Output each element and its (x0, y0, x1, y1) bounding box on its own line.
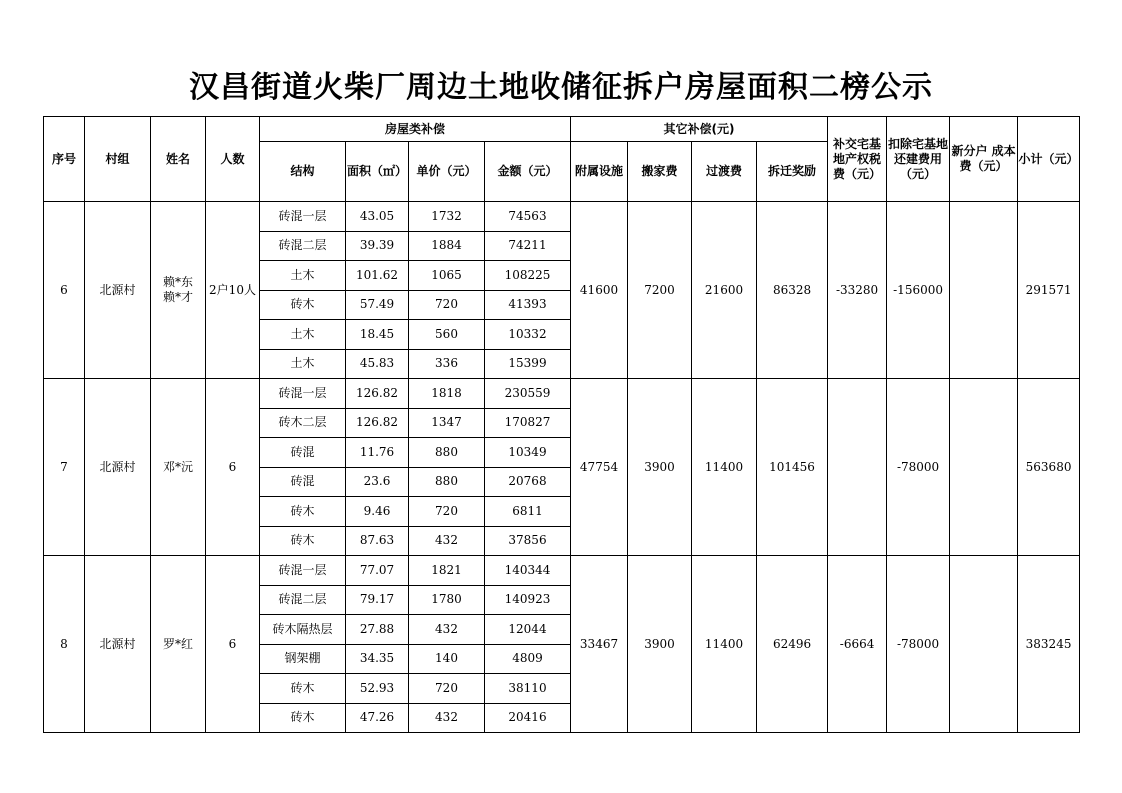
cell-unit-price: 1732 (409, 202, 485, 232)
cell-reward: 62496 (757, 556, 828, 733)
cell-area: 47.26 (346, 703, 409, 733)
cell-structure: 砖混一层 (260, 379, 346, 409)
cell-transition: 11400 (692, 556, 757, 733)
cell-unit-price: 720 (409, 290, 485, 320)
cell-amount: 4809 (485, 644, 571, 674)
cell-seq: 6 (44, 202, 85, 379)
header-people: 人数 (206, 117, 260, 202)
table-row (44, 202, 1080, 232)
cell-amount: 15399 (485, 349, 571, 379)
header-area: 面积（㎡） (346, 142, 409, 202)
cell-unit-price: 1818 (409, 379, 485, 409)
cell-amount: 74211 (485, 231, 571, 261)
cell-structure: 砖混二层 (260, 585, 346, 615)
cell-area: 9.46 (346, 497, 409, 527)
cell-structure: 砖混一层 (260, 556, 346, 586)
cell-structure: 钢架棚 (260, 644, 346, 674)
cell-unit-price: 560 (409, 320, 485, 350)
cell-name: 罗*红 (151, 556, 206, 733)
cell-amount: 230559 (485, 379, 571, 409)
header-moving: 搬家费 (628, 142, 692, 202)
cell-area: 27.88 (346, 615, 409, 645)
cell-unit-price: 1347 (409, 408, 485, 438)
header-name: 姓名 (151, 117, 206, 202)
cell-unit-price: 1065 (409, 261, 485, 291)
header-tax: 补交宅基地产权税费（元） (828, 117, 887, 202)
cell-moving: 7200 (628, 202, 692, 379)
cell-amount: 38110 (485, 674, 571, 704)
cell-transition: 21600 (692, 202, 757, 379)
header-subtotal: 小计（元） (1018, 117, 1080, 202)
cell-seq: 7 (44, 379, 85, 556)
cell-people: 6 (206, 556, 260, 733)
cell-structure: 砖混 (260, 467, 346, 497)
cell-attached: 41600 (571, 202, 628, 379)
header-row-1 (44, 117, 1080, 142)
cell-moving: 3900 (628, 379, 692, 556)
cell-amount: 140923 (485, 585, 571, 615)
header-new-household: 新分户 成本费（元） (950, 117, 1018, 202)
cell-new-household (950, 379, 1018, 556)
cell-amount: 140344 (485, 556, 571, 586)
cell-area: 87.63 (346, 526, 409, 556)
cell-reward: 86328 (757, 202, 828, 379)
header-amount: 金额（元） (485, 142, 571, 202)
cell-structure: 砖木 (260, 674, 346, 704)
cell-unit-price: 1780 (409, 585, 485, 615)
cell-unit-price: 432 (409, 703, 485, 733)
cell-unit-price: 1884 (409, 231, 485, 261)
page-title: 汉昌街道火柴厂周边土地收储征拆户房屋面积二榜公示 (189, 70, 933, 105)
cell-reward: 101456 (757, 379, 828, 556)
cell-area: 52.93 (346, 674, 409, 704)
cell-deduct: -78000 (887, 556, 950, 733)
cell-unit-price: 432 (409, 615, 485, 645)
header-structure: 结构 (260, 142, 346, 202)
header-village: 村组 (85, 117, 151, 202)
cell-people: 6 (206, 379, 260, 556)
cell-area: 39.39 (346, 231, 409, 261)
cell-name: 赖*东 赖*才 (151, 202, 206, 379)
header-house-compensation: 房屋类补偿 (260, 117, 571, 142)
cell-attached: 33467 (571, 556, 628, 733)
cell-amount: 6811 (485, 497, 571, 527)
cell-structure: 土木 (260, 349, 346, 379)
cell-area: 77.07 (346, 556, 409, 586)
cell-area: 126.82 (346, 408, 409, 438)
header-reward: 拆迁奖励 (757, 142, 828, 202)
cell-area: 34.35 (346, 644, 409, 674)
cell-unit-price: 1821 (409, 556, 485, 586)
cell-moving: 3900 (628, 556, 692, 733)
cell-transition: 11400 (692, 379, 757, 556)
cell-people: 2户10人 (206, 202, 260, 379)
cell-subtotal: 383245 (1018, 556, 1080, 733)
cell-attached: 47754 (571, 379, 628, 556)
cell-seq: 8 (44, 556, 85, 733)
cell-amount: 37856 (485, 526, 571, 556)
cell-area: 23.6 (346, 467, 409, 497)
header-unit-price: 单价（元） (409, 142, 485, 202)
cell-unit-price: 720 (409, 497, 485, 527)
cell-structure: 土木 (260, 320, 346, 350)
cell-structure: 砖混二层 (260, 231, 346, 261)
cell-area: 45.83 (346, 349, 409, 379)
cell-village: 北源村 (85, 556, 151, 733)
header-attached: 附属设施 (571, 142, 628, 202)
cell-structure: 砖木 (260, 703, 346, 733)
cell-unit-price: 336 (409, 349, 485, 379)
cell-tax: -33280 (828, 202, 887, 379)
cell-amount: 20768 (485, 467, 571, 497)
cell-new-household (950, 556, 1018, 733)
cell-amount: 74563 (485, 202, 571, 232)
cell-structure: 砖混 (260, 438, 346, 468)
cell-new-household (950, 202, 1018, 379)
cell-village: 北源村 (85, 202, 151, 379)
cell-structure: 砖混一层 (260, 202, 346, 232)
cell-subtotal: 563680 (1018, 379, 1080, 556)
cell-unit-price: 880 (409, 438, 485, 468)
cell-village: 北源村 (85, 379, 151, 556)
cell-amount: 170827 (485, 408, 571, 438)
cell-unit-price: 880 (409, 467, 485, 497)
cell-area: 11.76 (346, 438, 409, 468)
cell-deduct: -156000 (887, 202, 950, 379)
cell-amount: 20416 (485, 703, 571, 733)
header-deduct: 扣除宅基地还建费用（元） (887, 117, 950, 202)
cell-area: 57.49 (346, 290, 409, 320)
cell-amount: 108225 (485, 261, 571, 291)
cell-structure: 砖木 (260, 290, 346, 320)
table-row (44, 379, 1080, 409)
header-seq: 序号 (44, 117, 85, 202)
cell-amount: 41393 (485, 290, 571, 320)
table-row (44, 556, 1080, 586)
cell-structure: 土木 (260, 261, 346, 291)
compensation-table (43, 116, 1080, 733)
cell-amount: 10349 (485, 438, 571, 468)
cell-tax: -6664 (828, 556, 887, 733)
cell-amount: 10332 (485, 320, 571, 350)
cell-area: 43.05 (346, 202, 409, 232)
header-other-compensation: 其它补偿(元) (571, 117, 828, 142)
cell-tax (828, 379, 887, 556)
cell-structure: 砖木隔热层 (260, 615, 346, 645)
cell-unit-price: 140 (409, 644, 485, 674)
cell-structure: 砖木 (260, 497, 346, 527)
cell-name: 邓*沅 (151, 379, 206, 556)
cell-deduct: -78000 (887, 379, 950, 556)
header-transition: 过渡费 (692, 142, 757, 202)
cell-structure: 砖木 (260, 526, 346, 556)
cell-area: 126.82 (346, 379, 409, 409)
cell-unit-price: 720 (409, 674, 485, 704)
cell-subtotal: 291571 (1018, 202, 1080, 379)
cell-amount: 12044 (485, 615, 571, 645)
cell-area: 101.62 (346, 261, 409, 291)
cell-unit-price: 432 (409, 526, 485, 556)
cell-area: 18.45 (346, 320, 409, 350)
cell-area: 79.17 (346, 585, 409, 615)
cell-structure: 砖木二层 (260, 408, 346, 438)
